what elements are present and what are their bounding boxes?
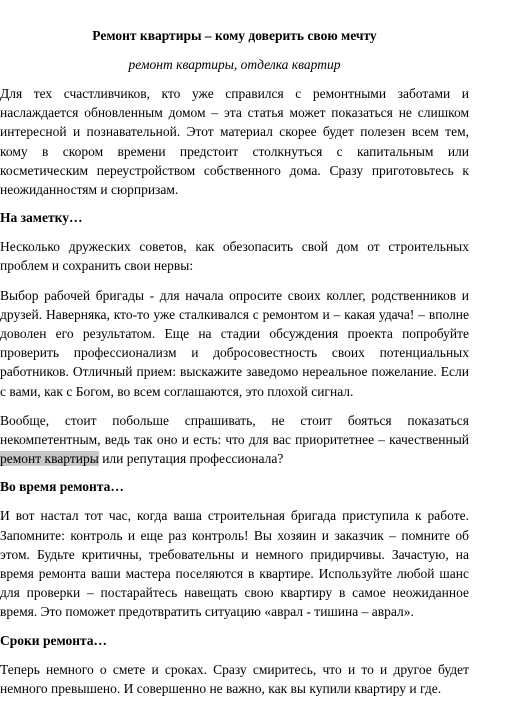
paragraph-team-choice: Выбор рабочей бригады - для начала опросите своих коллег, родственников и друзей. Наверняка, кто-то уже сталкивался с ремонтом и – какая удача! – вполне доволен его результатом. Еще на стадии обсуждения проекта попробуйте проверить профессионализм и добросовестность своих потенциальных работников. Отличный прием: выскажите заведомо нереальное пожелание. Если с вами, как с Богом, во всем соглашаются, это плохой сигнал. [0,287,469,399]
heading-note: На заметку… [0,210,83,226]
document-content [0,27,469,708]
questions-text-before: Вообще, стоит побольше спрашивать, не стоит бояться показаться некомпетентным, ведь так оно и есть: что для вас приоритетнее – качественный [0,412,469,448]
document-keywords: ремонт квартиры, отделка квартир [128,57,341,72]
heading-deadlines: Сроки ремонта… [0,632,108,648]
paragraph-during: И вот настал тот час, когда ваша строительная бригада приступила к работе. Запомните: контроль и еще раз контроль! Вы хозяин и заказчик – помните об этом. Будьте критичны, требовательны и немного придирчивы. Зачастую, на время ремонта ваши мастера поселяются в квартире. Используйте любой шанс для проверки – постарайтесь навещать свою квартиру в самое неожиданное время. Это поможет предотвратить ситуацию «аврал - тишина – аврал». [0,508,469,620]
heading-during-repair: Во время ремонта… [0,479,124,495]
paragraph-questions [0,411,469,469]
document-title: Ремонт квартиры – кому доверить свою мечту [92,28,377,43]
highlighted-keyword: ремонт квартиры [0,451,99,467]
paragraph-intro: Для тех счастливчиков, кто уже справился с ремонтными заботами и наслаждается обновленным домом – эта статья может показаться не слишком интересной и познавательной. Этот материал скорее будет полезен всем тем, кому в скором времени предстоит столкнуться с капитальным или косметическим переустройством собственного дома. Сразу приготовьтесь к неожиданностям и сюрпризам. [0,86,469,198]
paragraph-deadlines: Теперь немного о смете и сроках. Сразу смиритесь, что и то и другое будет немного превышено. И совершенно не важно, как вы купили квартиру и где. [0,661,469,696]
questions-text-after: или репутация профессионала? [98,451,284,467]
paragraph-tips-intro: Несколько дружеских советов, как обезопасить свой дом от строительных проблем и сохранить свои нервы: [0,239,469,274]
